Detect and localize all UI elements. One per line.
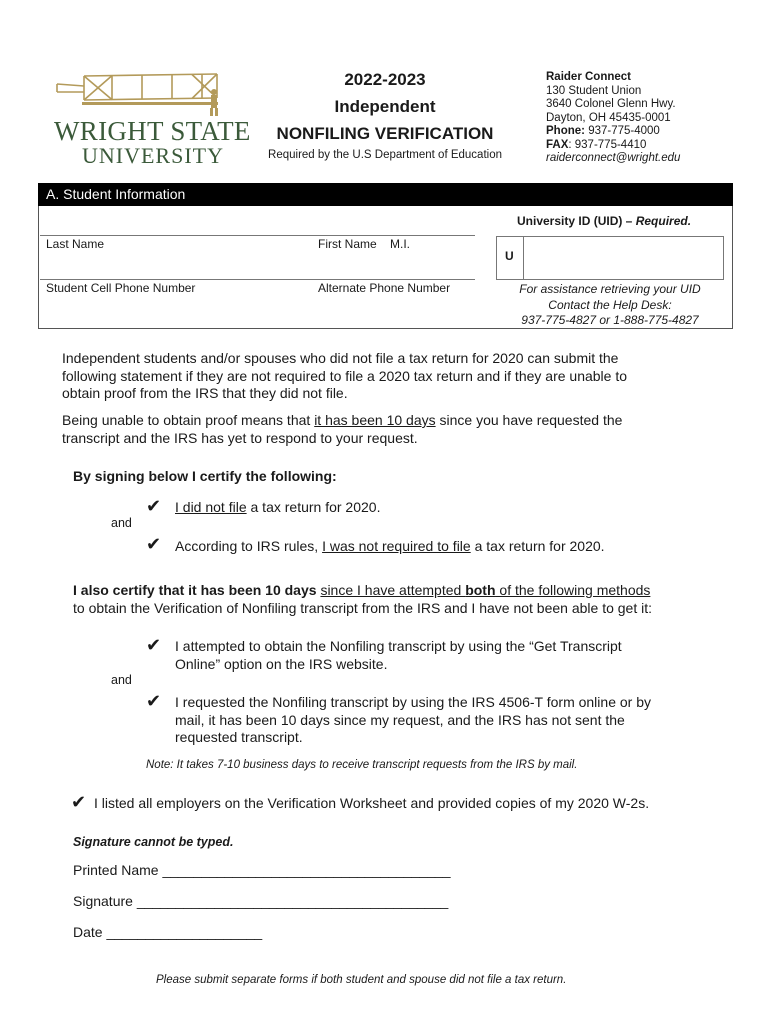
cell-phone-label: Student Cell Phone Number	[46, 281, 196, 295]
signature-field[interactable]: Signature ________________________________________	[73, 893, 449, 909]
form-subtitle: Independent	[334, 97, 436, 116]
date-field[interactable]: Date ____________________	[73, 924, 263, 940]
phone-line: Phone: 937-775-4000	[546, 125, 660, 137]
certify-heading: By signing below I certify the following:	[73, 468, 337, 484]
form-year: 2022-2023	[344, 70, 426, 89]
required-by-note: Required by the U.S Department of Education	[268, 149, 502, 161]
check-icon: ✔	[71, 792, 87, 812]
certify-item-1: I did not file a tax return for 2020.	[175, 499, 381, 515]
contact-block	[546, 71, 680, 166]
mi-label: M.I.	[390, 237, 410, 251]
last-name-label: Last Name	[46, 237, 105, 251]
name-field-line[interactable]	[40, 279, 475, 280]
printed-name-field[interactable]: Printed Name _____________________________________	[73, 862, 451, 878]
first-name-label: First Name	[318, 237, 377, 251]
fax-line: FAX: 937-775-4410	[546, 138, 647, 151]
section-a-header: A. Student Information	[38, 183, 733, 206]
unable-paragraph: Being unable to obtain proof means that it has been 10 days since you have requested the transcript and the IRS has yet to respond to your request.	[62, 412, 623, 446]
address-line-2: 3640 Colonel Glenn Hwy.	[546, 98, 676, 110]
email-link[interactable]: raiderconnect@wright.edu	[546, 152, 681, 164]
also-certify-paragraph: I also certify that it has been 10 days since I have attempted both of the following methods to obtain the Verification of Nonfiling transcript from the IRS and I have not been able to get it:	[73, 582, 653, 616]
address-line-1: 130 Student Union	[546, 84, 642, 97]
footer-note: Please submit separate forms if both student and spouse did not file a tax return.	[156, 974, 567, 986]
and-connector: and	[111, 673, 132, 687]
uid-input[interactable]	[496, 236, 724, 280]
uid-prefix: U	[505, 249, 514, 263]
check-icon: ✔	[146, 496, 162, 516]
check-icon: ✔	[146, 691, 162, 711]
employers-statement: I listed all employers on the Verification Worksheet and provided copies of my 2020 W-2s.	[94, 795, 650, 811]
signature-note: Signature cannot be typed.	[73, 835, 234, 849]
form-title: NONFILING VERIFICATION	[276, 124, 494, 143]
alt-phone-label: Alternate Phone Number	[318, 281, 451, 295]
logo-wordmark-line2: UNIVERSITY	[82, 143, 224, 168]
check-icon: ✔	[146, 534, 162, 554]
name-field-top-line	[40, 235, 475, 236]
and-connector: and	[111, 516, 132, 530]
intro-paragraph: Independent students and/or spouses who did not file a tax return for 2020 can submit the following statement if they are not required to file a 2020 tax return and if they are unable to obtain proof from the IRS that they did not file.	[62, 350, 628, 401]
wright-flyer-icon	[52, 70, 247, 120]
method-item-1: I attempted to obtain the Nonfiling transcript by using the “Get Transcript Online” option on the IRS website.	[175, 638, 622, 672]
logo-wordmark-line1: WRIGHT STATE	[54, 116, 251, 146]
office-name: Raider Connect	[546, 71, 631, 83]
uid-help-text: For assistance retrieving your UID Contact the Help Desk: 937-775-4827 or 1-888-775-4827	[519, 282, 701, 327]
uid-label: University ID (UID) – Required.	[517, 214, 692, 228]
certify-item-2: According to IRS rules, I was not required to file a tax return for 2020.	[175, 538, 605, 554]
uid-divider	[523, 236, 524, 280]
note-text: Note: It takes 7-10 business days to receive transcript requests from the IRS by mail.	[146, 759, 578, 771]
address-line-3: Dayton, OH 45435-0001	[546, 111, 671, 124]
method-item-2: I requested the Nonfiling transcript by using the IRS 4506-T form online or by mail, it has been 10 days since my request, and the IRS has not sent the requested transcript.	[175, 694, 651, 745]
check-icon: ✔	[146, 635, 162, 655]
